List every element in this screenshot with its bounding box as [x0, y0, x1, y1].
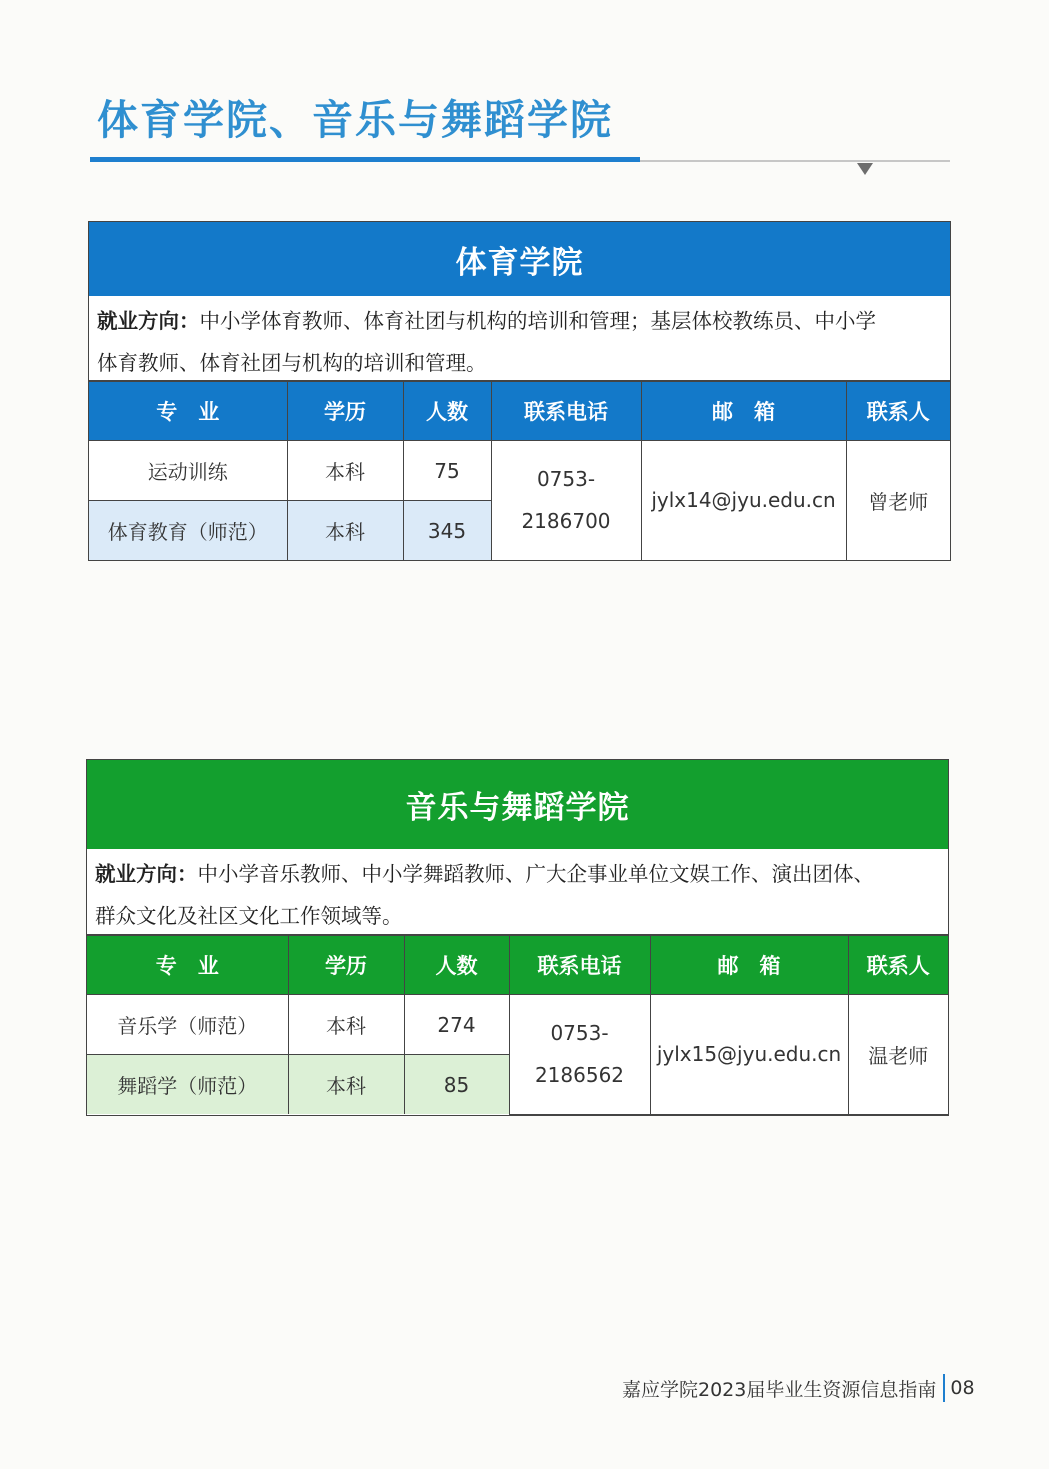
majors-table [87, 935, 948, 1115]
page-footer [622, 1374, 975, 1402]
phone-text: 0753- [550, 1021, 609, 1046]
email-cell[interactable]: jylx14@jyu.edu.cn [641, 441, 846, 561]
column-header-count: 人数 [404, 936, 509, 995]
direction-label: 就业方向： [95, 862, 198, 886]
phone-cell [491, 441, 641, 561]
count-cell: 274 [404, 995, 509, 1055]
employment-direction [89, 296, 950, 381]
direction-text: 中小学音乐教师、中小学舞蹈教师、广大企事业单位文娱工作、演出团体、 [197, 862, 874, 886]
triangle-down-icon [857, 163, 873, 175]
music-college-section [86, 759, 949, 1116]
column-header-email: 邮 箱 [641, 382, 846, 441]
table-row [87, 995, 948, 1055]
contact-cell: 温老师 [848, 995, 948, 1115]
column-header-contact: 联系人 [848, 936, 948, 995]
college-header: 体育学院 [89, 222, 950, 296]
count-cell: 345 [403, 501, 491, 561]
direction-text: 群众文化及社区文化工作领域等。 [95, 904, 403, 928]
table-header-row [87, 936, 948, 995]
phone-text: 2186562 [534, 1063, 625, 1088]
major-cell: 音乐学（师范） [87, 995, 288, 1055]
major-cell: 体育教育（师范） [89, 501, 287, 561]
direction-label: 就业方向： [97, 309, 200, 333]
college-header: 音乐与舞蹈学院 [87, 760, 948, 849]
major-cell: 舞蹈学（师范） [87, 1055, 288, 1115]
column-header-phone: 联系电话 [509, 936, 650, 995]
contact-cell: 曾老师 [846, 441, 950, 561]
count-cell: 85 [404, 1055, 509, 1115]
title-accent-bar [90, 157, 640, 162]
major-cell: 运动训练 [89, 441, 287, 501]
column-header-email: 邮 箱 [650, 936, 848, 995]
column-header-phone: 联系电话 [491, 382, 641, 441]
column-header-contact: 联系人 [846, 382, 950, 441]
direction-text: 中小学体育教师、体育社团与机构的培训和管理；基层体校教练员、中小学 [199, 309, 876, 333]
count-cell: 75 [403, 441, 491, 501]
page-title: 体育学院、音乐与舞蹈学院 [97, 96, 613, 144]
table-row [89, 441, 950, 501]
degree-cell: 本科 [287, 441, 403, 501]
column-header-degree: 学历 [288, 936, 404, 995]
direction-text: 体育教师、体育社团与机构的培训和管理。 [97, 351, 487, 375]
majors-table [89, 381, 950, 561]
degree-cell: 本科 [287, 501, 403, 561]
column-header-degree: 学历 [287, 382, 403, 441]
footer-divider [943, 1374, 945, 1402]
table-header-row [89, 382, 950, 441]
degree-cell: 本科 [288, 995, 404, 1055]
phone-text: 0753- [536, 467, 596, 492]
column-header-count: 人数 [403, 382, 491, 441]
phone-cell [509, 995, 650, 1115]
page-number: 08 [950, 1377, 975, 1399]
employment-direction [87, 849, 948, 935]
footer-text: 嘉应学院2023届毕业生资源信息指南 [622, 1378, 937, 1401]
phone-text: 2186700 [521, 509, 611, 534]
column-header-major: 专 业 [87, 936, 288, 995]
degree-cell: 本科 [288, 1055, 404, 1115]
column-header-major: 专 业 [89, 382, 287, 441]
sport-college-section [88, 221, 951, 561]
email-cell[interactable]: jylx15@jyu.edu.cn [650, 995, 848, 1115]
